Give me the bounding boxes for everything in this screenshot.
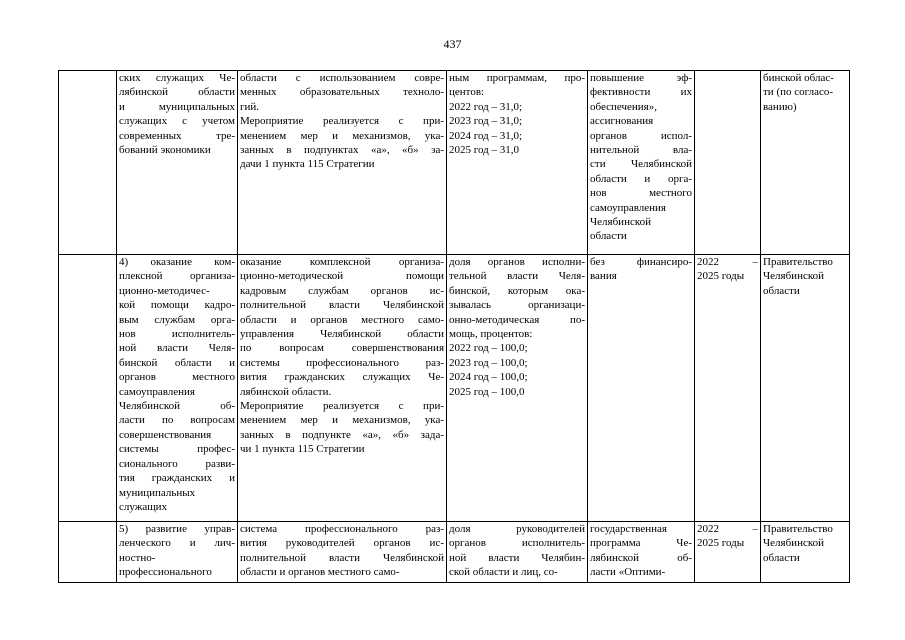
- text-line: программа Че-: [590, 537, 692, 550]
- funding-cell: [588, 71, 695, 255]
- period-line: 2022 –: [697, 256, 758, 268]
- text-line: нов местного: [590, 187, 692, 200]
- text-line: самоуправления: [590, 201, 666, 214]
- text-line: доля руководителей: [449, 523, 585, 535]
- text-line: система профессионального раз-: [240, 523, 444, 535]
- page-number: 437: [443, 37, 462, 51]
- text-line: ласти по вопросам: [119, 414, 235, 427]
- text-line: лябинской области.: [240, 385, 332, 398]
- event-cell: [238, 255, 447, 522]
- text-line: кадровым службам органов ис-: [240, 284, 444, 297]
- text-line: бинской облас-: [763, 72, 834, 84]
- text-line: Мероприятие реализуется с при-: [240, 400, 444, 413]
- text-line: менением мер и механизмов, ука-: [240, 414, 444, 427]
- text-line: 5) развитие управ-: [119, 523, 235, 535]
- text-line: мощь, процентов:: [449, 328, 533, 341]
- text-line: Челябинской: [763, 537, 825, 550]
- text-line: доля органов исполни-: [449, 256, 585, 268]
- text-line: 2022 год – 31,0;: [449, 100, 523, 113]
- text-line: вития руководителей органов ис-: [240, 537, 444, 550]
- text-line: оказание комплексной организа-: [240, 256, 444, 268]
- text-line: системы профес-: [119, 443, 235, 456]
- event-cell: [238, 522, 447, 583]
- text-line: тельной власти Челя-: [449, 270, 585, 283]
- table-row: [59, 522, 850, 583]
- text-line: Челябинской об-: [119, 400, 235, 413]
- text-line: центов:: [449, 86, 485, 99]
- text-line: ской области и лиц, со-: [449, 566, 558, 579]
- text-line: ностно-: [119, 551, 156, 564]
- text-line: 4) оказание ком-: [119, 256, 235, 268]
- period-cell: [695, 522, 761, 583]
- text-line: ти (по согласо-: [763, 86, 833, 99]
- text-line: 2025 год – 100,0: [449, 385, 525, 398]
- responsible-cell: [761, 255, 850, 522]
- text-line: самоуправления: [119, 385, 195, 398]
- text-line: бинской, которым ока-: [449, 284, 585, 297]
- text-line: зывалась организаци-: [449, 299, 585, 312]
- text-line: повышение эф-: [590, 72, 692, 84]
- period-cell: [695, 71, 761, 255]
- text-line: полнительной власти Челябинской: [240, 551, 444, 564]
- text-line: нительной вла-: [590, 144, 692, 157]
- text-line: ным программам, про-: [449, 72, 585, 84]
- text-line: онно-методическая по-: [449, 313, 585, 326]
- text-line: чи 1 пункта 115 Стратегии: [240, 443, 365, 456]
- indicator-cell: [447, 255, 588, 522]
- text-line: 2025 год – 31,0: [449, 144, 520, 157]
- text-line: ванию): [763, 100, 797, 113]
- text-line: 2024 год – 100,0;: [449, 371, 528, 384]
- text-line: системы профессионального раз-: [240, 356, 444, 369]
- text-line: области и органов местного само-: [240, 313, 444, 326]
- indicator-cell: [447, 522, 588, 583]
- text-line: плексной организа-: [119, 270, 235, 283]
- text-line: занных в подпунктах «а», «б» за-: [240, 144, 444, 157]
- text-line: занных в подпункте «а», «б» зада-: [240, 428, 444, 441]
- text-line: ционно-методической помощи: [240, 270, 444, 283]
- text-line: области и орга-: [590, 172, 692, 185]
- text-line: Правительство: [763, 523, 833, 535]
- text-line: органов исполнитель-: [449, 537, 585, 550]
- text-line: ленческого и лич-: [119, 537, 235, 550]
- text-line: 2022 год – 100,0;: [449, 342, 528, 355]
- funding-cell: [588, 522, 695, 583]
- text-line: кой помощи кадро-: [119, 299, 235, 312]
- text-line: фективности их: [590, 86, 692, 99]
- task-cell: [117, 522, 238, 583]
- text-line: ассигнования: [590, 115, 654, 128]
- number-cell: [59, 255, 117, 522]
- text-line: ласти «Оптими-: [590, 566, 666, 579]
- period-line: 2022 –: [697, 523, 758, 535]
- indicator-cell: [447, 71, 588, 255]
- responsible-cell: [761, 522, 850, 583]
- text-line: профессионального: [119, 566, 212, 579]
- text-line: менных образовательных техноло-: [240, 86, 444, 99]
- text-line: Мероприятие реализуется с при-: [240, 115, 444, 128]
- number-cell: [59, 522, 117, 583]
- text-line: государственная: [590, 523, 667, 535]
- task-cell: [117, 71, 238, 255]
- text-line: ной власти Челя-: [119, 342, 235, 355]
- text-line: области: [590, 230, 627, 243]
- funding-cell: [588, 255, 695, 522]
- text-line: бований экономики: [119, 144, 211, 157]
- event-cell: [238, 71, 447, 255]
- text-line: служащих: [119, 500, 168, 513]
- text-line: нов исполнитель-: [119, 328, 235, 341]
- text-line: муниципальных: [119, 486, 196, 499]
- text-line: бинской области и: [119, 356, 235, 369]
- text-line: ционно-методичес-: [119, 284, 210, 297]
- text-line: области и органов местного само-: [240, 566, 400, 579]
- text-line: лябинской об-: [590, 551, 692, 564]
- text-line: области: [763, 284, 800, 297]
- task-cell: [117, 255, 238, 522]
- text-line: полнительной власти Челябинской: [240, 299, 444, 312]
- text-line: по вопросам совершенствования: [240, 342, 444, 355]
- text-line: управления Челябинской области: [240, 328, 444, 341]
- text-line: тия гражданских и: [119, 472, 235, 485]
- document-table: [58, 70, 850, 583]
- text-line: ной власти Челябин-: [449, 551, 585, 564]
- text-line: и муниципальных: [119, 100, 235, 113]
- text-line: совершенствования: [119, 428, 212, 441]
- text-line: органов испол-: [590, 129, 692, 142]
- text-line: современных тре-: [119, 129, 235, 142]
- text-line: дачи 1 пункта 115 Стратегии: [240, 158, 375, 171]
- text-line: вития гражданских служащих Че-: [240, 371, 444, 384]
- text-line: гий.: [240, 100, 260, 113]
- text-line: области с использованием совре-: [240, 72, 444, 84]
- text-line: вым службам орга-: [119, 313, 235, 326]
- text-line: менением мер и механизмов, ука-: [240, 129, 444, 142]
- table-row: [59, 71, 850, 255]
- text-line: Челябинской: [590, 216, 652, 229]
- text-line: 2024 год – 31,0;: [449, 129, 523, 142]
- text-line: служащих с учетом: [119, 115, 235, 128]
- period-line: 2025 годы: [697, 537, 745, 550]
- text-line: 2023 год – 100,0;: [449, 356, 528, 369]
- period-cell: [695, 255, 761, 522]
- text-line: органов местного: [119, 371, 235, 384]
- table-row: [59, 255, 850, 522]
- text-line: обеспечения»,: [590, 100, 657, 113]
- number-cell: [59, 71, 117, 255]
- text-line: лябинской области: [119, 86, 235, 99]
- text-line: без финансиро-: [590, 256, 692, 268]
- text-line: Правительство: [763, 256, 833, 268]
- text-line: 2023 год – 31,0;: [449, 115, 523, 128]
- text-line: области: [763, 551, 800, 564]
- text-line: сти Челябинской: [590, 158, 692, 171]
- text-line: вания: [590, 270, 617, 283]
- responsible-cell: [761, 71, 850, 255]
- text-line: Челябинской: [763, 270, 825, 283]
- text-line: ских служащих Че-: [119, 72, 235, 84]
- period-line: 2025 годы: [697, 270, 745, 283]
- text-line: сионального разви-: [119, 457, 235, 470]
